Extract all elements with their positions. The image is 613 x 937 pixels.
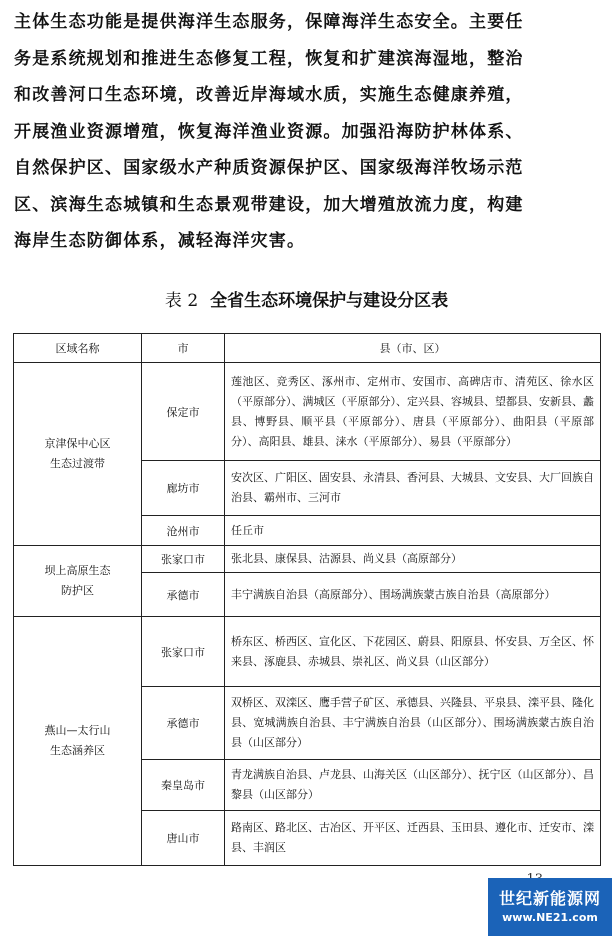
region-cell [14, 546, 142, 617]
site-watermark [488, 878, 612, 936]
city-cell: 唐山市 [142, 811, 225, 866]
counties-cell: 双桥区、双滦区、鹰手营子矿区、承德县、兴隆县、平泉县、滦平县、隆化县、宽城满族自治县、丰宁满族自治县（山区部分）、围场满族蒙古族自治县（山区部分） [225, 687, 601, 760]
counties-cell: 安次区、广阳区、固安县、永清县、香河县、大城县、文安县、大厂回族自治县、霸州市、三河市 [225, 461, 601, 516]
region-name-line: 生态涵养区 [50, 744, 105, 757]
header-region: 区域名称 [14, 334, 142, 363]
city-cell: 廊坊市 [142, 461, 225, 516]
city-cell: 张家口市 [142, 617, 225, 687]
counties-cell: 张北县、康保县、沽源县、尚义县（高原部分） [225, 546, 601, 573]
table-caption-title: 全省生态环境保护与建设分区表 [210, 291, 449, 311]
watermark-title: 世纪新能源网 [498, 889, 601, 908]
body-paragraph [14, 4, 604, 260]
region-name-line: 防护区 [61, 584, 94, 597]
counties-cell: 桥东区、桥西区、宣化区、下花园区、蔚县、阳原县、怀安县、万全区、怀来县、涿鹿县、赤城县、崇礼区、尚义县（山区部分） [225, 617, 601, 687]
table-row [14, 617, 601, 687]
table-header-row [14, 334, 601, 363]
paragraph-line: 海岸生态防御体系，减轻海洋灾害。 [14, 231, 306, 251]
paragraph-line: 自然保护区、国家级水产种质资源保护区、国家级海洋牧场示范 [14, 158, 524, 178]
region-cell [14, 617, 142, 866]
city-cell: 保定市 [142, 363, 225, 461]
paragraph-line: 区、滨海生态城镇和生态景观带建设，加大增殖放流力度，构建 [14, 194, 524, 215]
paragraph-line: 开展渔业资源增殖，恢复海洋渔业资源。加强沿海防护林体系、 [14, 121, 524, 142]
paragraph-line: 务是系统规划和推进生态修复工程，恢复和扩建滨海湿地，整治 [14, 48, 524, 69]
zoning-table [13, 333, 601, 866]
region-name-line: 燕山—太行山 [44, 724, 111, 737]
city-cell: 张家口市 [142, 546, 225, 573]
city-cell: 承德市 [142, 573, 225, 617]
region-cell [14, 363, 142, 546]
region-name-line: 京津保中心区 [44, 437, 111, 450]
paragraph-line: 和改善河口生态环境，改善近岸海域水质，实施生态健康养殖， [14, 85, 524, 105]
table-row [14, 546, 601, 573]
region-name-line: 坝上高原生态 [44, 564, 111, 577]
counties-cell: 任丘市 [225, 516, 601, 546]
paragraph-line: 主体生态功能是提供海洋生态服务，保障海洋生态安全。主要任 [14, 12, 524, 32]
counties-cell: 路南区、路北区、古冶区、开平区、迁西县、玉田县、遵化市、迁安市、滦县、丰润区 [225, 811, 601, 866]
counties-cell: 青龙满族自治县、卢龙县、山海关区（山区部分）、抚宁区（山区部分）、昌黎县（山区部分） [225, 760, 601, 811]
counties-cell: 莲池区、竞秀区、涿州市、定州市、安国市、高碑店市、清苑区、徐水区（平原部分）、满城区（平原部分）、定兴县、容城县、望都县、安新县、蠡县、博野县、顺平县（平原部分）、唐县（平原部分）、曲阳县（平原部分）、高阳县、雄县、涞水（平原部分）、易县（平原部分） [225, 363, 601, 461]
header-city: 市 [142, 334, 225, 363]
table-caption [0, 286, 613, 311]
watermark-url: www.NE21.com [502, 911, 598, 924]
table-row [14, 363, 601, 461]
region-name-line: 生态过渡带 [50, 457, 105, 470]
city-cell: 承德市 [142, 687, 225, 760]
header-counties: 县（市、区） [225, 334, 601, 363]
table-caption-number: 表 2 [164, 291, 199, 311]
city-cell: 沧州市 [142, 516, 225, 546]
city-cell: 秦皇岛市 [142, 760, 225, 811]
counties-cell: 丰宁满族自治县（高原部分）、围场满族蒙古族自治县（高原部分） [225, 573, 601, 617]
